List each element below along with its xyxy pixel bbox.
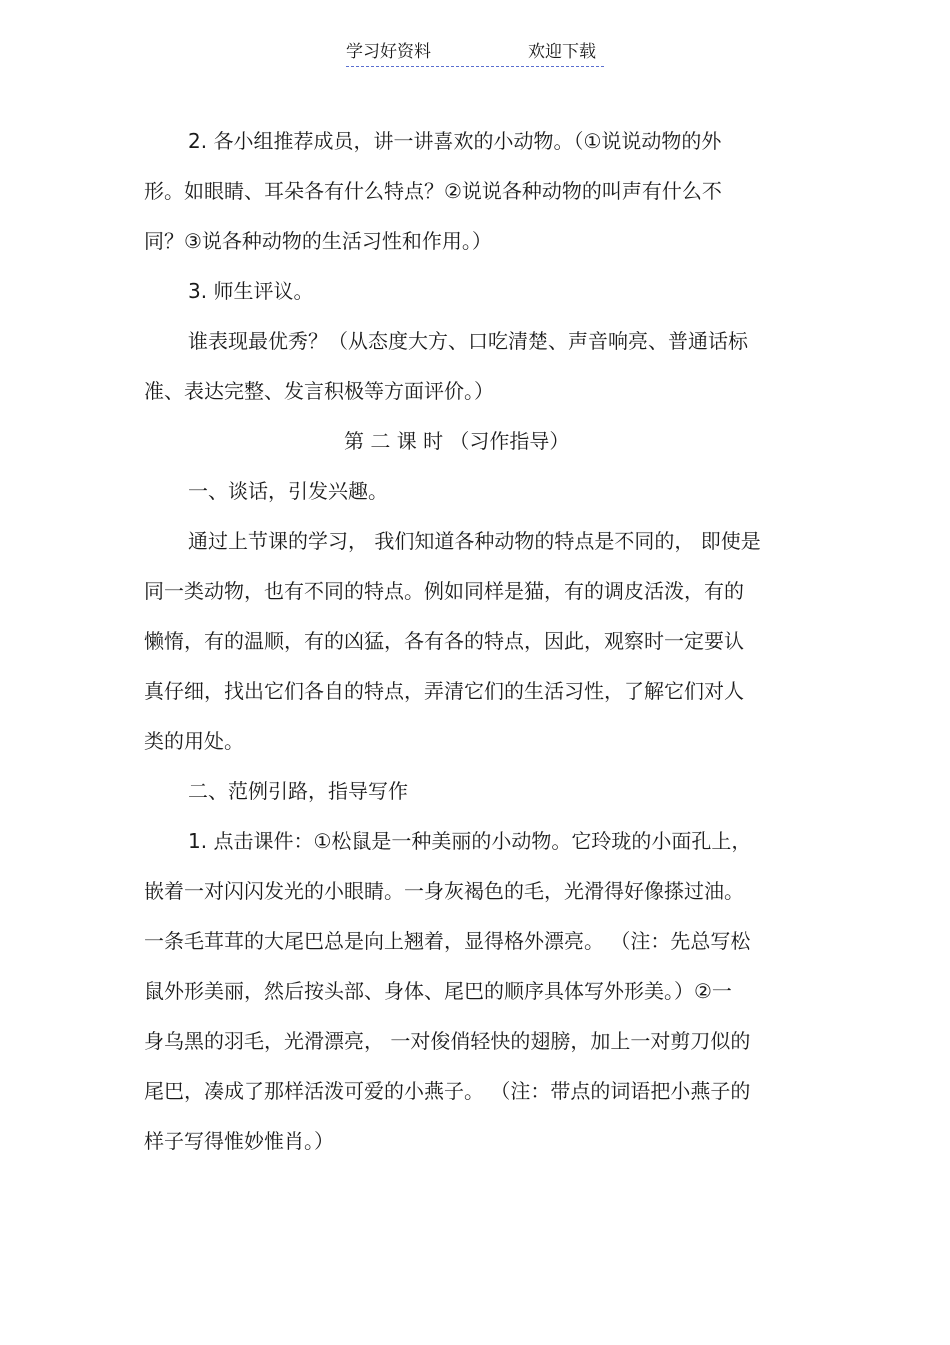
paragraph-line: 尾巴，凑成了那样活泼可爱的小燕子。 （注：带点的词语把小燕子的 [144, 1079, 751, 1103]
paragraph-line: 真仔细，找出它们各自的特点，弄清它们的生活习性，了解它们对人 [144, 679, 744, 703]
header-right-text: 欢迎下载 [528, 42, 596, 62]
paragraph-line: 二、范例引路，指导写作 [188, 779, 408, 803]
paragraph-line: 懒惰，有的温顺，有的凶猛，各有各的特点，因此，观察时一定要认 [144, 629, 744, 653]
paragraph-line: 准、表达完整、发言积极等方面评价。） [144, 379, 494, 403]
paragraph-line: 3. 师生评议。 [188, 279, 314, 303]
paragraph-line: 一、谈话，引发兴趣。 [188, 479, 388, 503]
paragraph-line: 身乌黑的羽毛，光滑漂亮， 一对俊俏轻快的翅膀，加上一对剪刀似的 [144, 1029, 751, 1053]
paragraph-line: 样子写得惟妙惟肖。） [144, 1129, 334, 1153]
paragraph-line: 一条毛茸茸的大尾巴总是向上翘着，显得格外漂亮。 （注：先总写松 [144, 929, 751, 953]
paragraph-line: 同一类动物，也有不同的特点。例如同样是猫，有的调皮活泼，有的 [144, 579, 744, 603]
paragraph-line: 类的用处。 [144, 729, 244, 753]
paragraph-line: 1. 点击课件：①松鼠是一种美丽的小动物。它玲珑的小面孔上， [188, 829, 752, 853]
paragraph-line: 谁表现最优秀？（从态度大方、口吃清楚、声音响亮、普通话标 [188, 329, 748, 353]
paragraph-line: 2. 各小组推荐成员，讲一讲喜欢的小动物。（①说说动物的外 [188, 129, 722, 153]
paragraph-line: 鼠外形美丽，然后按头部、身体、尾巴的顺序具体写外形美。）②一 [144, 979, 732, 1003]
header-left-text: 学习好资料 [346, 42, 431, 62]
paragraph-line: 形。如眼睛、耳朵各有什么特点？②说说各种动物的叫声有什么不 [144, 179, 722, 203]
section-heading: 第 二 课 时 （习作指导） [344, 429, 570, 453]
paragraph-line: 同？③说各种动物的生活习性和作用。） [144, 229, 492, 253]
paragraph-line: 通过上节课的学习， 我们知道各种动物的特点是不同的， 即使是 [188, 529, 761, 553]
paragraph-line: 嵌着一对闪闪发光的小眼睛。一身灰褐色的毛，光滑得好像搽过油。 [144, 879, 744, 903]
page-header [346, 40, 604, 67]
